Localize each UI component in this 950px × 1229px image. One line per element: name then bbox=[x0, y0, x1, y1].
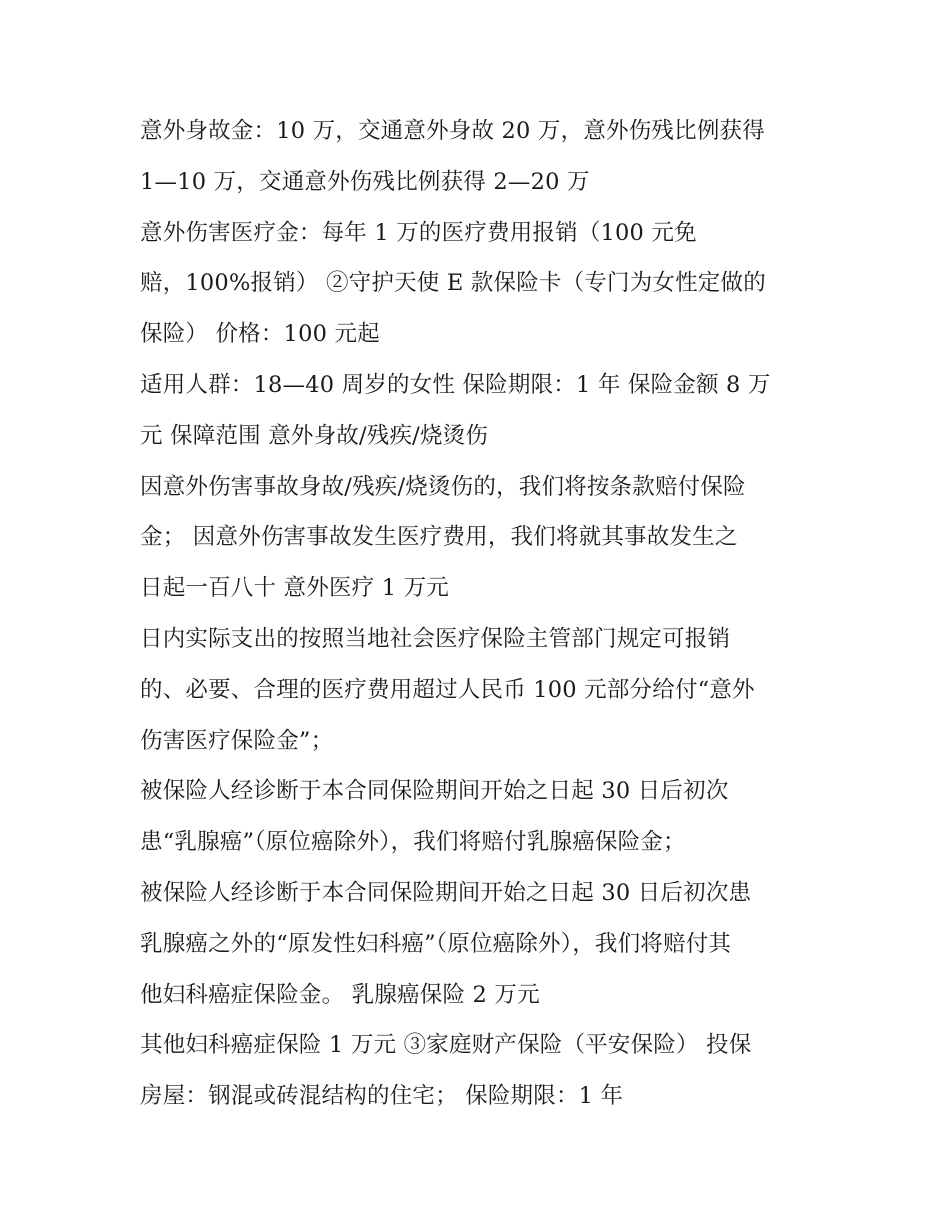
text-line: 乳腺癌之外的“原发性妇科癌”（原位癌除外），我们将赔付其 bbox=[140, 930, 732, 957]
text-line: 其他妇科癌症保险 1 万元 ③家庭财产保险（平安保险） 投保 bbox=[140, 1032, 752, 1059]
text-line: 适用人群：18—40 周岁的女性 保险期限：1 年 保险金额 8 万 bbox=[140, 371, 771, 398]
text-line: 患“乳腺癌”（原位癌除外），我们将赔付乳腺癌保险金； bbox=[140, 829, 686, 856]
text-line: 的、必要、合理的医疗费用超过人民币 100 元部分给付“意外 bbox=[140, 676, 755, 703]
text-line: 伤害医疗保险金”； bbox=[140, 727, 334, 754]
text-line: 他妇科癌症保险金。 乳腺癌保险 2 万元 bbox=[140, 981, 540, 1008]
text-line: 金； 因意外伤害事故发生医疗费用，我们将就其事故发生之 bbox=[140, 524, 738, 551]
text-line: 被保险人经诊断于本合同保险期间开始之日起 30 日后初次 bbox=[140, 778, 729, 805]
text-line: 日内实际支出的按照当地社会医疗保险主管部门规定可报销 bbox=[140, 625, 731, 652]
text-line: 意外伤害医疗金：每年 1 万的医疗费用报销（100 元免 bbox=[140, 219, 697, 246]
text-line: 房屋：钢混或砖混结构的住宅； 保险期限：1 年 bbox=[140, 1083, 624, 1110]
text-line: 意外身故金：10 万，交通意外身故 20 万，意外伤残比例获得 bbox=[140, 118, 765, 144]
text-line: 保险） 价格：100 元起 bbox=[140, 321, 380, 348]
text-line: 因意外伤害事故身故/残疾/烧烫伤的，我们将按条款赔付保险 bbox=[140, 473, 746, 500]
document-body bbox=[140, 106, 830, 1122]
text-line: 赔，100%报销） ②守护天使 E 款保险卡（专门为女性定做的 bbox=[140, 270, 766, 297]
text-line: 日起一百八十 意外医疗 1 万元 bbox=[140, 575, 449, 602]
text-line: 元 保障范围 意外身故/残疾/烧烫伤 bbox=[140, 422, 489, 449]
text-line: 被保险人经诊断于本合同保险期间开始之日起 30 日后初次患 bbox=[140, 879, 752, 906]
text-line: 1—10 万，交通意外伤残比例获得 2—20 万 bbox=[140, 168, 590, 195]
